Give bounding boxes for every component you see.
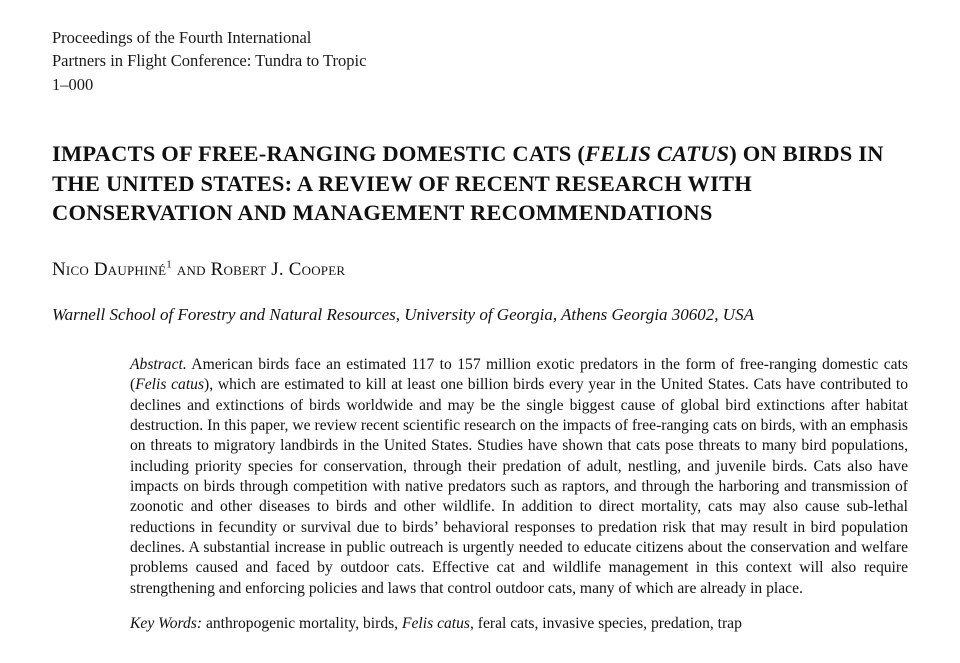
abstract-paragraph — [130, 355, 908, 599]
author-conjunction: and — [171, 259, 211, 281]
keywords-label: Key Words: — [130, 615, 203, 633]
page-title — [52, 139, 908, 227]
proceedings-line-2: Partners in Flight Conference: Tundra to Tropic — [52, 51, 367, 71]
author-name-2: Robert J. Cooper — [210, 259, 346, 281]
proceedings-line-1: Proceedings of the Fourth International — [52, 28, 312, 47]
author-affiliation: Warnell School of Forestry and Natural Resources, University of Georgia, Athens Georgia 30602, USA — [52, 305, 754, 325]
title-part-1: IMPACTS OF FREE-RANGING DOMESTIC CATS ( — [52, 141, 586, 167]
keywords-paragraph — [130, 614, 908, 634]
keywords-text-before: anthropogenic mortality, birds, — [202, 615, 402, 633]
abstract-text-before: American birds face an estimated 117 to 157 million exotic predators in the form of free-ranging domestic cats ( — [130, 356, 908, 394]
proceedings-page-range: 1–000 — [52, 74, 94, 94]
title-part-2: ) ON BIRDS IN THE UNITED STATES: A REVIEW OF RECENT RESEARCH WITH CONSERVATION AND MANAGEMENT RECOMMENDATIONS — [52, 141, 884, 225]
author-footnote-marker: 1 — [166, 258, 172, 271]
abstract-text-after: ), which are estimated to kill at least one billion birds every year in the United States. Cats have contributed to declines and extinctions of birds worldwide and may be the single biggest cause of global bird extinctions after habitat destruction. In this paper, we review recent scientific research on the impacts of free-ranging cats on birds, with an emphasis on threats to migratory landbirds in the United States. Studies have shown that cats pose threats to many bird populations, including priority species for conservation, through their predation of adult, nestling, and juvenile birds. Cats also have impacts on birds through competition with native predators such as raptors, and through the harboring and transmission of zoonotic and other diseases to birds and other wildlife. In addition to direct mortality, cats may also cause sub-lethal reductions in fecundity or survival due to birds’ behavioral responses to predation risk that may result in bird population declines. A substantial increase in public outreach is urgently needed to educate citizens about the conservation and welfare problems caused and faced by outdoor cats. Effective cat and wildlife management in this context will also require strengthening and enforcing policies and laws that control outdoor cats, many of which are already in place. — [130, 376, 908, 597]
abstract-label: Abstract. — [130, 356, 187, 374]
abstract-italic-species: Felis catus — [135, 376, 205, 394]
author-list — [52, 259, 908, 281]
keywords-italic-species: Felis catus — [401, 615, 470, 633]
author-name-1: Nico Dauphiné — [52, 259, 167, 281]
page-content — [52, 26, 908, 634]
keywords-text-after: , feral cats, invasive species, predation, trap — [469, 615, 742, 633]
proceedings-header — [52, 26, 908, 96]
title-italic-species: FELIS CATUS — [585, 141, 730, 167]
